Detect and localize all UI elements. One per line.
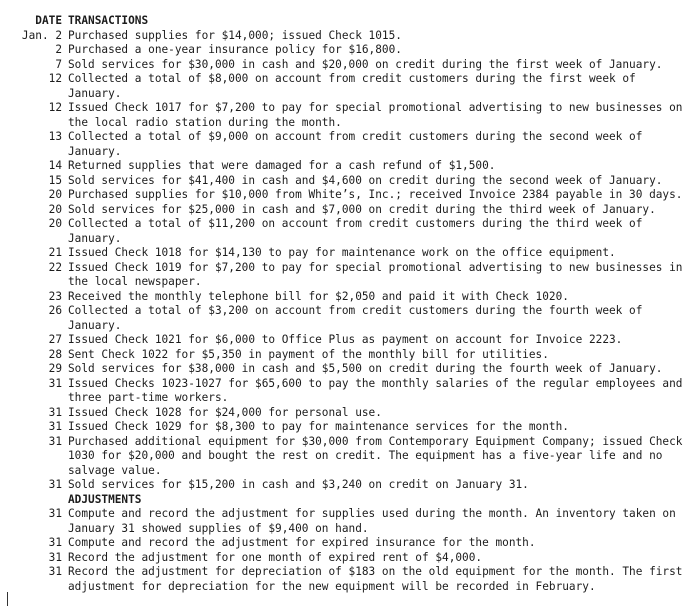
transactions-column-header: TRANSACTIONS <box>68 14 149 27</box>
transaction-date: 14 <box>48 159 62 172</box>
transaction-row <box>12 478 686 493</box>
transaction-row <box>12 304 686 333</box>
adjustment-date: 31 <box>48 565 62 578</box>
transaction-date: 23 <box>48 289 62 303</box>
adjustment-row <box>12 507 686 536</box>
transaction-date: 31 <box>48 405 62 419</box>
transaction-date: 31 <box>48 478 62 491</box>
transaction-date: 29 <box>48 362 62 375</box>
transaction-date: 28 <box>48 347 62 361</box>
adjustments-heading-row <box>12 493 686 508</box>
transaction-date: 15 <box>48 173 62 187</box>
transaction-date: 20 <box>48 217 62 230</box>
transaction-text: Purchased a one-year insurance policy for $16,800. <box>68 43 402 56</box>
transactions-document <box>12 14 686 594</box>
transaction-row <box>12 217 686 246</box>
transaction-text: Issued Check 1028 for $24,000 for personal use. <box>68 405 382 419</box>
adjustment-text: Compute and record the adjustment for expired insurance for the month. <box>68 536 536 549</box>
transaction-row <box>12 333 686 348</box>
transaction-date: 7 <box>55 57 62 71</box>
transaction-row <box>12 159 686 174</box>
transaction-text: Collected a total of $9,000 on account from credit customers during the second week of January. <box>68 130 643 158</box>
transaction-text: Purchased supplies for $14,000; issued Check 1015. <box>68 28 402 42</box>
adjustment-date: 31 <box>48 507 62 520</box>
transaction-row <box>12 435 686 479</box>
transaction-date: Jan. 2 <box>21 28 62 42</box>
transaction-row <box>12 377 686 406</box>
transaction-row <box>12 130 686 159</box>
transaction-text: Purchased supplies for $10,000 from White’s, Inc.; received Invoice 2384 payable in 30 days. <box>68 188 683 201</box>
transaction-row <box>12 420 686 435</box>
transaction-text: Issued Check 1019 for $7,200 to pay for special promotional advertising to new businesses in the local newspaper. <box>68 260 683 288</box>
transaction-row <box>12 246 686 261</box>
transaction-text: Collected a total of $11,200 on account from credit customers during the third week of January. <box>68 217 643 245</box>
transaction-row <box>12 101 686 130</box>
transaction-row <box>12 29 686 44</box>
transaction-text: Issued Check 1021 for $6,000 to Office Plus as payment on account for Invoice 2223. <box>68 333 623 346</box>
transaction-date: 31 <box>48 420 62 433</box>
transaction-list <box>12 29 686 493</box>
transaction-row <box>12 261 686 290</box>
transaction-text: Issued Check 1017 for $7,200 to pay for special promotional advertising to new businesses on the local radio station during the month. <box>68 101 683 129</box>
adjustment-row <box>12 551 686 566</box>
transaction-row <box>12 203 686 218</box>
adjustment-text: Compute and record the adjustment for supplies used during the month. An inventory taken on January 31 showed supplies of $9,400 on hand. <box>68 507 676 535</box>
transaction-text: Sold services for $25,000 in cash and $7,000 on credit during the third week of January. <box>68 202 656 216</box>
transaction-row <box>12 406 686 421</box>
transaction-text: Collected a total of $8,000 on account from credit customers during the first week of January. <box>68 72 636 100</box>
transaction-date: 13 <box>48 130 62 143</box>
transaction-row <box>12 58 686 73</box>
transaction-row <box>12 174 686 189</box>
transaction-row <box>12 290 686 305</box>
adjustment-text: Record the adjustment for one month of expired rent of $4,000. <box>68 550 483 564</box>
transaction-row <box>12 188 686 203</box>
transaction-date: 12 <box>48 72 62 85</box>
date-column-header: DATE <box>35 14 62 27</box>
transaction-text: Received the monthly telephone bill for $2,050 and paid it with Check 1020. <box>68 289 569 303</box>
adjustment-date: 31 <box>48 550 62 564</box>
transaction-date: 12 <box>48 101 62 114</box>
adjustment-row <box>12 536 686 551</box>
header-row <box>12 14 686 29</box>
transaction-text: Sold services for $38,000 in cash and $5,500 on credit during the fourth week of January. <box>68 362 663 375</box>
transaction-date: 27 <box>48 333 62 346</box>
transaction-text: Sold services for $15,200 in cash and $3,240 on credit on January 31. <box>68 478 529 491</box>
transaction-date: 20 <box>48 202 62 216</box>
transaction-text: Returned supplies that were damaged for a cash refund of $1,500. <box>68 159 496 172</box>
transaction-row <box>12 362 686 377</box>
adjustment-text: Record the adjustment for depreciation of $183 on the old equipment for the month. The first adjustment for depreciation for the new equipment will be recorded in February. <box>68 565 683 593</box>
text-cursor <box>7 592 8 606</box>
transaction-row <box>12 348 686 363</box>
transaction-text: Sold services for $41,400 in cash and $4,600 on credit during the second week of January. <box>68 173 663 187</box>
transaction-date: 20 <box>48 188 62 201</box>
transaction-row <box>12 72 686 101</box>
transaction-text: Issued Check 1018 for $14,130 to pay for maintenance work on the office equipment. <box>68 246 616 259</box>
transaction-date: 31 <box>48 434 62 448</box>
transaction-text: Purchased additional equipment for $30,000 from Contemporary Equipment Company; issued Check 1030 for $20,000 and bought the rest on credit. The equipment has a five-year life and no salvage value. <box>68 434 683 477</box>
transaction-text: Sent Check 1022 for $5,350 in payment of the monthly bill for utilities. <box>68 347 549 361</box>
adjustment-date: 31 <box>48 536 62 549</box>
adjustments-heading: ADJUSTMENTS <box>68 492 142 506</box>
transaction-text: Collected a total of $3,200 on account from credit customers during the fourth week of January. <box>68 304 643 332</box>
transaction-text: Issued Check 1029 for $8,300 to pay for maintenance services for the month. <box>68 420 569 433</box>
adjustment-row <box>12 565 686 594</box>
transaction-date: 21 <box>48 246 62 259</box>
transaction-date: 31 <box>48 376 62 390</box>
transaction-text: Sold services for $30,000 in cash and $20,000 on credit during the first week of January. <box>68 57 663 71</box>
transaction-date: 2 <box>55 43 62 56</box>
transaction-text: Issued Checks 1023-1027 for $65,600 to pay the monthly salaries of the regular employees and three part-time workers. <box>68 376 683 404</box>
transaction-date: 26 <box>48 304 62 317</box>
adjustment-list <box>12 507 686 594</box>
transaction-date: 22 <box>48 260 62 274</box>
transaction-row <box>12 43 686 58</box>
